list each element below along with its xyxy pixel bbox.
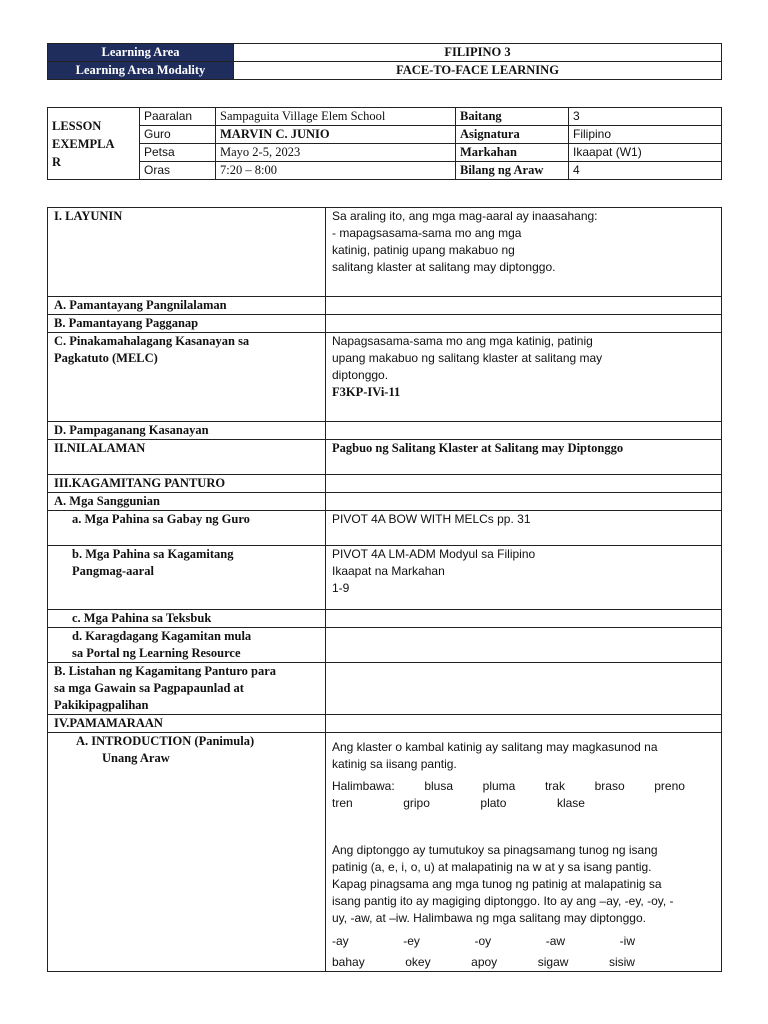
asignatura-label: Asignatura: [456, 126, 569, 144]
layunin-content: Sa araling ito, ang mga mag-aaral ay inaasahang: - mapagsasama-sama mo ang mga katinig, patinig upang makabuo ng salitang klaster at salitang may diptonggo.: [326, 208, 722, 297]
baitang-label: Baitang: [456, 108, 569, 126]
pampaganang-kasanayan-value: [326, 422, 722, 440]
diptonggo-row-2: bahay okey apoy sigaw sisiw: [332, 955, 635, 969]
teksbuk-label: c. Mga Pahina sa Teksbuk: [48, 610, 326, 628]
klaster-examples-row-2: tren gripo plato klase: [332, 796, 585, 810]
lesson-plan-table: [47, 207, 722, 972]
learning-area-label: Learning Area: [48, 44, 234, 62]
pampaganang-kasanayan-label: D. Pampaganang Kasanayan: [48, 422, 326, 440]
kagamitang-pangmag-aaral-value: PIVOT 4A LM-ADM Modyul sa Filipino Ikaapat na Markahan 1-9: [326, 546, 722, 610]
nilalaman-value: Pagbuo ng Salitang Klaster at Salitang may Diptonggo: [326, 440, 722, 475]
paaralan-label: Paaralan: [140, 108, 216, 126]
asignatura-value: Filipino: [569, 126, 722, 144]
header-table: [47, 43, 722, 80]
guro-label: Guro: [140, 126, 216, 144]
markahan-value: Ikaapat (W1): [569, 144, 722, 162]
layunin-label: I. LAYUNIN: [48, 208, 326, 297]
kagamitang-pangmag-aaral-label: b. Mga Pahina sa Kagamitang Pangmag-aaral: [48, 546, 326, 610]
kagamitang-panturo-label: III.KAGAMITANG PANTURO: [48, 475, 326, 493]
row-layunin: [48, 208, 722, 297]
listahan-kagamitang-label: B. Listahan ng Kagamitang Panturo para sa mga Gawain sa Pagpapaunlad at Pakikipagpalihan: [48, 663, 326, 715]
melc-label: C. Pinakamahalagang Kasanayan sa Pagkatuto (MELC): [48, 333, 326, 422]
learning-area-value: FILIPINO 3: [234, 44, 722, 62]
petsa-label: Petsa: [140, 144, 216, 162]
bilang-ng-araw-label: Bilang ng Araw: [456, 162, 569, 180]
petsa-value: Mayo 2-5, 2023: [216, 144, 456, 162]
pamamaraan-label: IV.PAMAMARAAN: [48, 715, 326, 733]
introduction-content: Ang klaster o kambal katinig ay salitang may magkasunod na katinig sa iisang pantig. Halimbawa: blusa pluma trak braso preno tren gripo plato klase Ang diptonggo ay tumutukoy sa pinagsamang tunog ng isang patinig (a, e, i, o, u) at malapatinig na w at y sa isang pantig. Kapag pinagsama ang mga tunog ng patinig at malapatinig sa isang pantig ito ay magiging diptonggo. Ito ay ang –ay, -ey, -oy, - uy, -aw, at –iw. Halimbawa ng mga salitang may diptonggo. -ay -ey -oy -aw -iw bahay okey apoy sigaw sisiw: [326, 733, 722, 972]
lesson-info-table: [47, 107, 722, 180]
gabay-ng-guro-label: a. Mga Pahina sa Gabay ng Guro: [48, 511, 326, 546]
lesson-exemplar-label: LESSON EXEMPLA R: [48, 108, 140, 180]
melc-content: Napagsasama-sama mo ang mga katinig, patinig upang makabuo ng salitang klaster at salitang may diptonggo. F3KP-IVi-11: [326, 333, 722, 422]
oras-value: 7:20 – 8:00: [216, 162, 456, 180]
oras-label: Oras: [140, 162, 216, 180]
pamantayang-pagganap-value: [326, 315, 722, 333]
markahan-label: Markahan: [456, 144, 569, 162]
guro-value: MARVIN C. JUNIO: [216, 126, 456, 144]
nilalaman-label: II.NILALAMAN: [48, 440, 326, 475]
klaster-examples-row-1: Halimbawa: blusa pluma trak braso preno: [332, 779, 685, 793]
melc-code: F3KP-IVi-11: [332, 385, 401, 399]
modality-label: Learning Area Modality: [48, 62, 234, 80]
pamantayang-pagganap-label: B. Pamantayang Pagganap: [48, 315, 326, 333]
diptonggo-row-1: -ay -ey -oy -aw -iw: [332, 934, 635, 948]
pamantayang-pangnilalaman-value: [326, 297, 722, 315]
gabay-ng-guro-value: PIVOT 4A BOW WITH MELCs pp. 31: [326, 511, 722, 546]
mga-sanggunian-label: A. Mga Sanggunian: [48, 493, 326, 511]
paaralan-value: Sampaguita Village Elem School: [216, 108, 456, 126]
baitang-value: 3: [569, 108, 722, 126]
bilang-ng-araw-value: 4: [569, 162, 722, 180]
modality-value: FACE-TO-FACE LEARNING: [234, 62, 722, 80]
karagdagang-kagamitan-label: d. Karagdagang Kagamitan mula sa Portal ng Learning Resource: [48, 628, 326, 663]
pamantayang-pangnilalaman-label: A. Pamantayang Pangnilalaman: [48, 297, 326, 315]
introduction-label: A. INTRODUCTION (Panimula) Unang Araw: [48, 733, 326, 972]
